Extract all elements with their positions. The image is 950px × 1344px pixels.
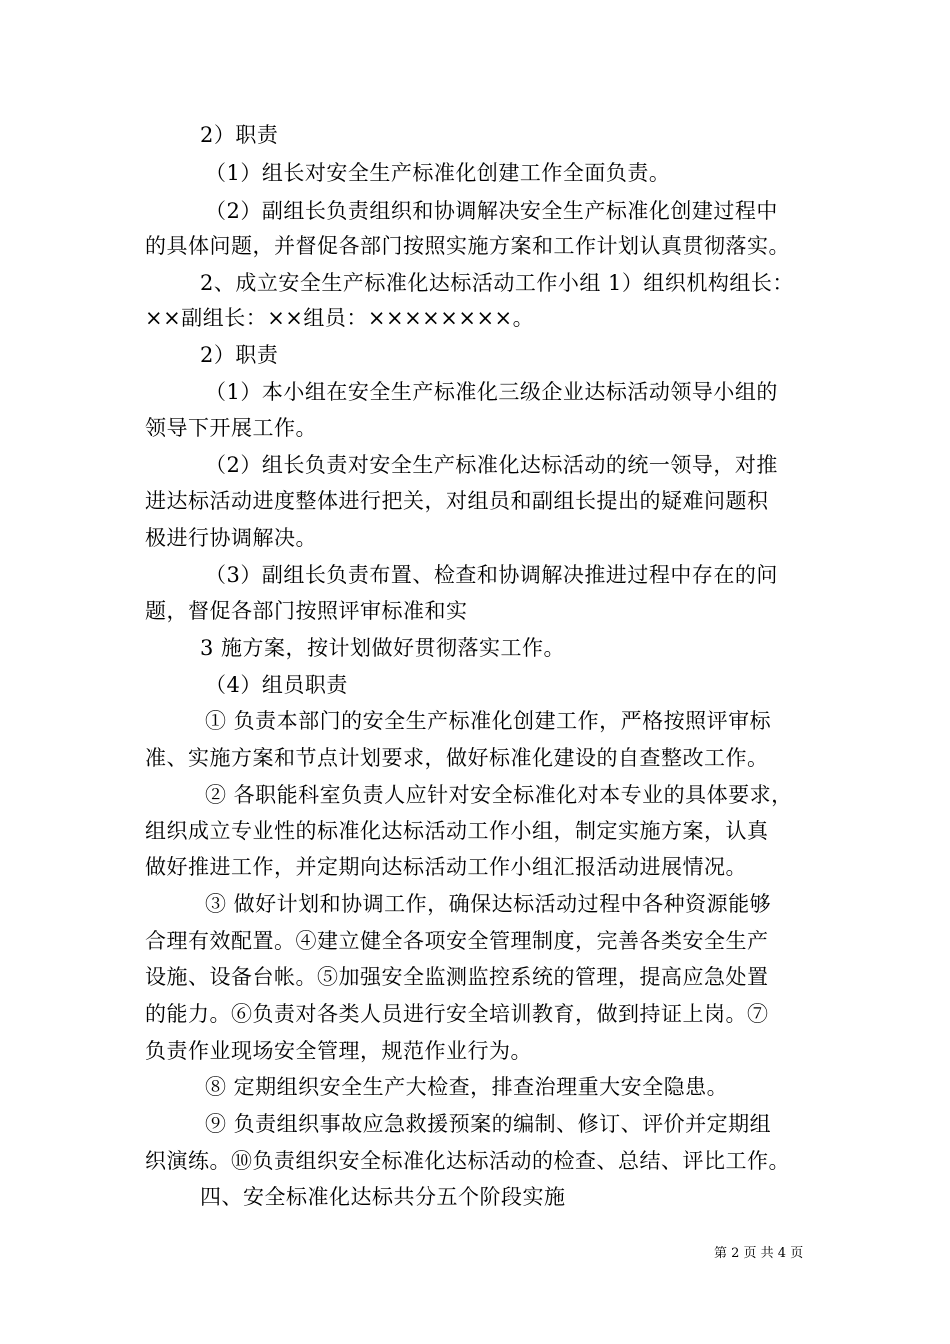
text-line: 织演练。⑩负责组织安全标准化达标活动的检查、总结、评比工作。 (145, 1149, 790, 1173)
text-line: （4）组员职责 (205, 673, 348, 697)
text-line: 领导下开展工作。 (145, 416, 317, 440)
text-line: （2）组长负责对安全生产标准化达标活动的统一领导，对推 (205, 453, 778, 477)
text-line: （2）副组长负责组织和协调解决安全生产标准化创建过程中 (205, 199, 778, 223)
text-line: ⑨ 负责组织事故应急救援预案的编制、修订、评价并定期组 (205, 1112, 772, 1136)
text-line: 的能力。⑥负责对各类人员进行安全培训教育，做到持证上岗。⑦ (145, 1002, 769, 1026)
text-line: 进达标活动进度整体进行把关，对组员和副组长提出的疑难问题积 (145, 489, 769, 513)
text-line: 做好推进工作，并定期向达标活动工作小组汇报活动进展情况。 (145, 855, 747, 879)
text-line: ③ 做好计划和协调工作，确保达标活动过程中各种资源能够 (205, 892, 772, 916)
text-line: ① 负责本部门的安全生产标准化创建工作，严格按照评审标 (205, 709, 772, 733)
text-line: 负责作业现场安全管理，规范作业行为。 (145, 1039, 532, 1063)
text-line: 准、实施方案和节点计划要求，做好标准化建设的自查整改工作。 (145, 746, 769, 770)
text-line: 合理有效配置。④建立健全各项安全管理制度，完善各类安全生产 (145, 929, 769, 953)
text-line: 组织成立专业性的标准化达标活动工作小组，制定实施方案，认真 (145, 819, 769, 843)
text-line: 极进行协调解决。 (145, 526, 317, 550)
section-heading: 四、安全标准化达标共分五个阶段实施 (200, 1185, 566, 1209)
text-line: ××副组长：××组员：××××××××。 (145, 306, 535, 330)
text-line: ② 各职能科室负责人应针对安全标准化对本专业的具体要求， (205, 783, 793, 807)
text-line: 2、成立安全生产标准化达标活动工作小组 1）组织机构组长： (200, 271, 794, 295)
text-line: （1）本小组在安全生产标准化三级企业达标活动领导小组的 (205, 380, 778, 404)
text-line: 的具体问题，并督促各部门按照实施方案和工作计划认真贯彻落实。 (145, 234, 790, 258)
text-line: （1）组长对安全生产标准化创建工作全面负责。 (205, 161, 671, 185)
text-line: 设施、设备台帐。⑤加强安全监测监控系统的管理，提高应急处置 (145, 965, 769, 989)
text-line: （3）副组长负责布置、检查和协调解决推进过程中存在的问 (205, 563, 778, 587)
page-number: 第 2 页 共 4 页 (714, 1246, 804, 1261)
text-line: 2）职责 (200, 123, 279, 147)
text-line: 3 施方案，按计划做好贯彻落实工作。 (200, 636, 566, 660)
text-line: 2）职责 (200, 343, 279, 367)
text-line: ⑧ 定期组织安全生产大检查，排查治理重大安全隐患。 (205, 1075, 729, 1099)
text-line: 题，督促各部门按照评审标准和实 (145, 599, 468, 623)
